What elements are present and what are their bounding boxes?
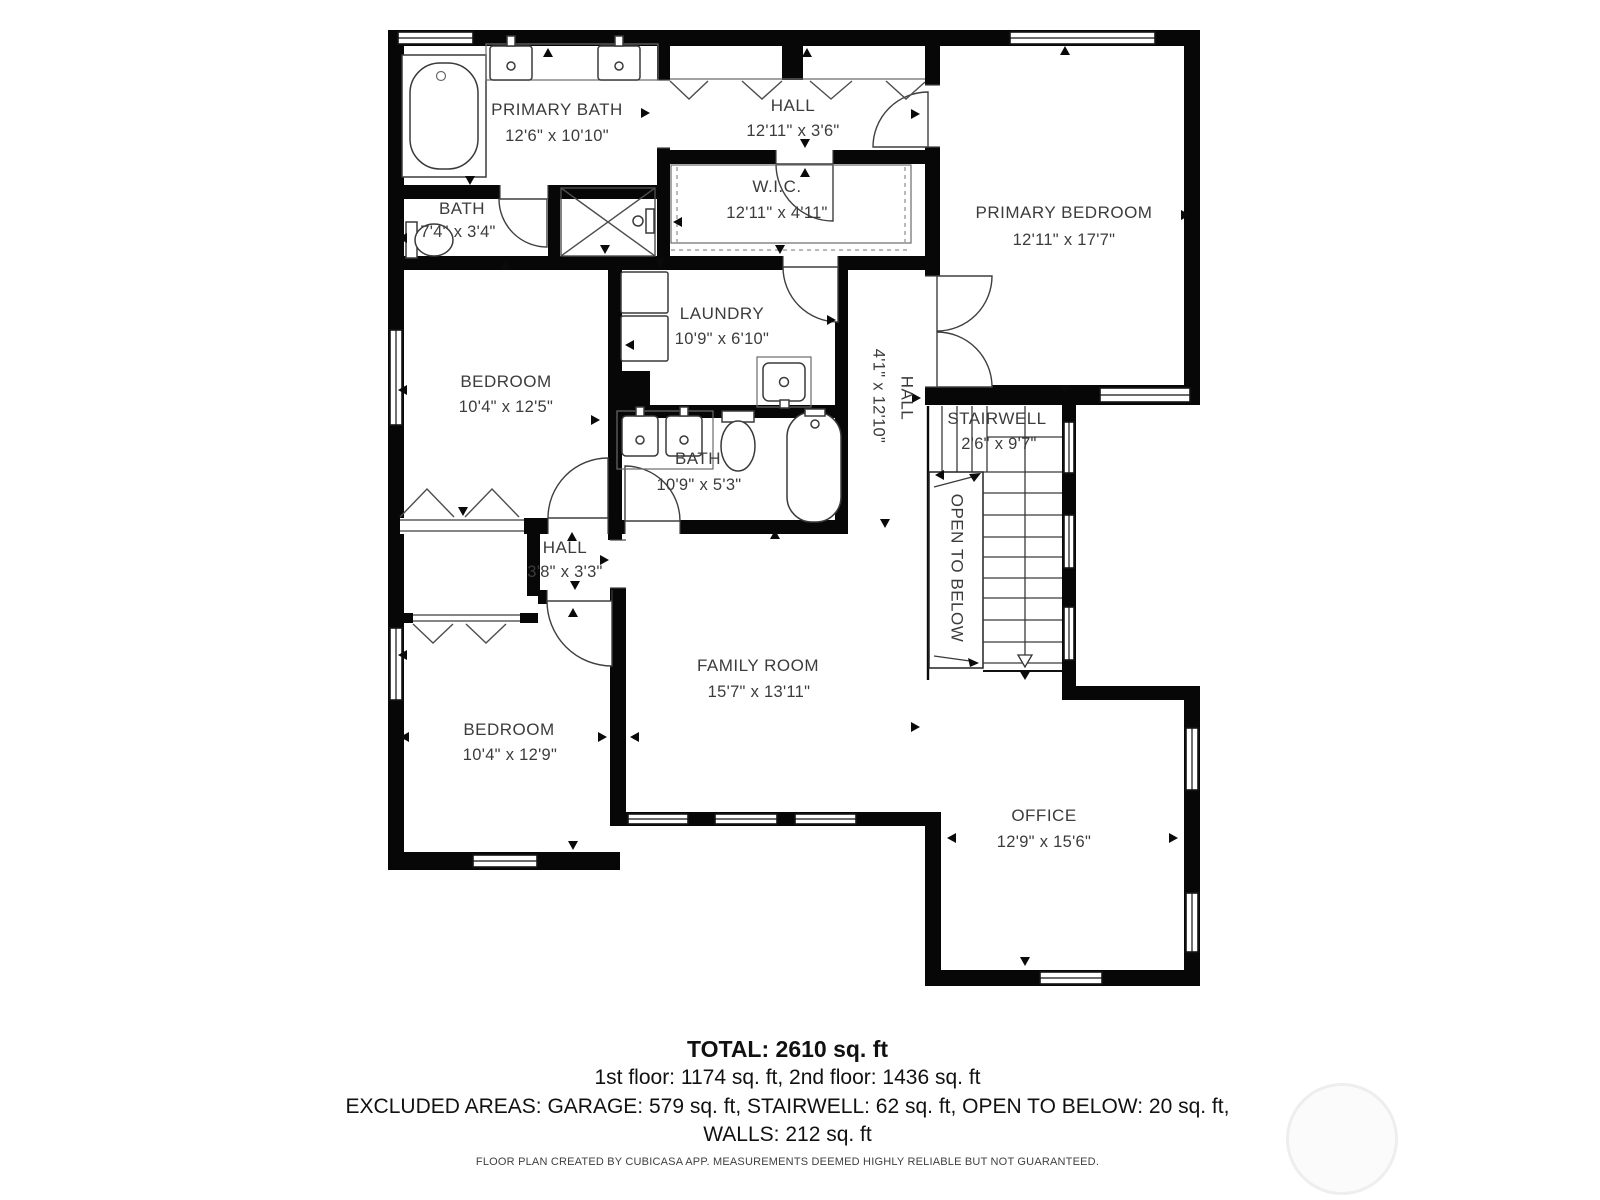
walls-area-text: WALLS: 212 sq. ft [703,1123,872,1146]
door-bath-small [499,199,547,247]
window [1100,388,1190,402]
room-dims: 10'9" x 6'10" [674,330,770,348]
room-open-to-below [948,494,967,643]
window [1040,972,1102,984]
window [1064,515,1074,568]
bathtub-main [787,409,841,522]
door-primary-bedroom-double-bottom [937,332,992,387]
window [628,814,688,824]
room-dims: 12'11" x 17'7" [1012,231,1116,249]
disclaimer-text: FLOOR PLAN CREATED BY CUBICASA APP. MEASUREMENTS DEEMED HIGHLY RELIABLE BUT NOT GUARANTEED. [475,1156,1100,1168]
room-label: PRIMARY BEDROOM [975,203,1153,222]
floor-areas-text: 1st floor: 1174 sq. ft, 2nd floor: 1436 sq. ft [594,1066,981,1089]
room-label: HALL [897,375,917,421]
room-label: BEDROOM [463,720,555,739]
room-label: PRIMARY BATH [491,100,623,119]
room-dims: 12'11" x 3'6" [746,122,840,140]
room-label: OPEN TO BELOW [947,493,967,643]
room-stairwell [947,409,1046,453]
door-bedroom-lower [547,601,612,666]
window [1064,422,1074,473]
room-label: W.I.C. [752,177,802,196]
toilet-main-bath [721,411,755,471]
room-bath-small [420,199,495,241]
room-label: FAMILY ROOM [696,656,820,675]
room-dims: 3'8" x 3'3" [527,563,603,581]
room-dims: 12'6" x 10'10" [505,127,609,145]
room-bedroom-upper [459,372,553,416]
room-label: STAIRWELL [947,409,1047,428]
room-dims: 12'11" x 4'11" [726,204,828,222]
room-dims: 10'9" x 5'3" [656,476,742,494]
room-dims: 10'4" x 12'5" [458,398,554,416]
cubicasa-watermark [1286,1083,1398,1195]
room-hall-upper [746,96,839,140]
total-area-text: TOTAL: 2610 sq. ft [686,1036,889,1062]
door-bedroom-upper [548,458,608,518]
room-dims: 2'6" x 9'7" [961,435,1037,453]
window [1064,607,1074,660]
room-primary-bath [491,100,623,145]
room-label: HALL [542,538,588,557]
room-bedroom-lower [463,720,557,764]
room-dims: 12'9" x 15'6" [996,833,1092,851]
window [473,855,537,867]
window [398,32,473,44]
door-hall-primary-bedroom [873,92,928,147]
window [715,814,777,824]
primary-bathtub [402,55,486,177]
window [1186,893,1198,952]
room-label: BEDROOM [460,372,552,391]
room-hall-vertical [870,349,917,443]
room-dims: 10'4" x 12'9" [462,746,558,764]
room-primary-bedroom [976,203,1153,249]
washer-dryer [621,272,668,361]
room-dims: 7'4" x 3'4" [420,223,496,241]
room-label: LAUNDRY [679,304,765,323]
room-label: BATH [674,449,722,468]
room-dims: 4'1" x 12'10" [869,348,888,444]
room-dims: 15'7" x 13'11" [707,683,811,701]
room-label: OFFICE [1011,806,1077,825]
window [1010,32,1155,44]
window [1186,728,1198,790]
room-family-room [697,656,819,701]
room-label: BATH [438,199,486,218]
window [795,814,856,824]
excluded-areas-text: EXCLUDED AREAS: GARAGE: 579 sq. ft, STAIRWELL: 62 sq. ft, OPEN TO BELOW: 20 sq. ft, [345,1095,1230,1118]
laundry-sink [757,357,811,408]
room-laundry [675,304,769,348]
window [390,628,402,700]
room-label: HALL [770,96,816,115]
door-laundry [783,267,838,322]
window [390,330,402,425]
door-primary-bedroom-double-top [937,276,992,331]
room-office [997,806,1091,851]
